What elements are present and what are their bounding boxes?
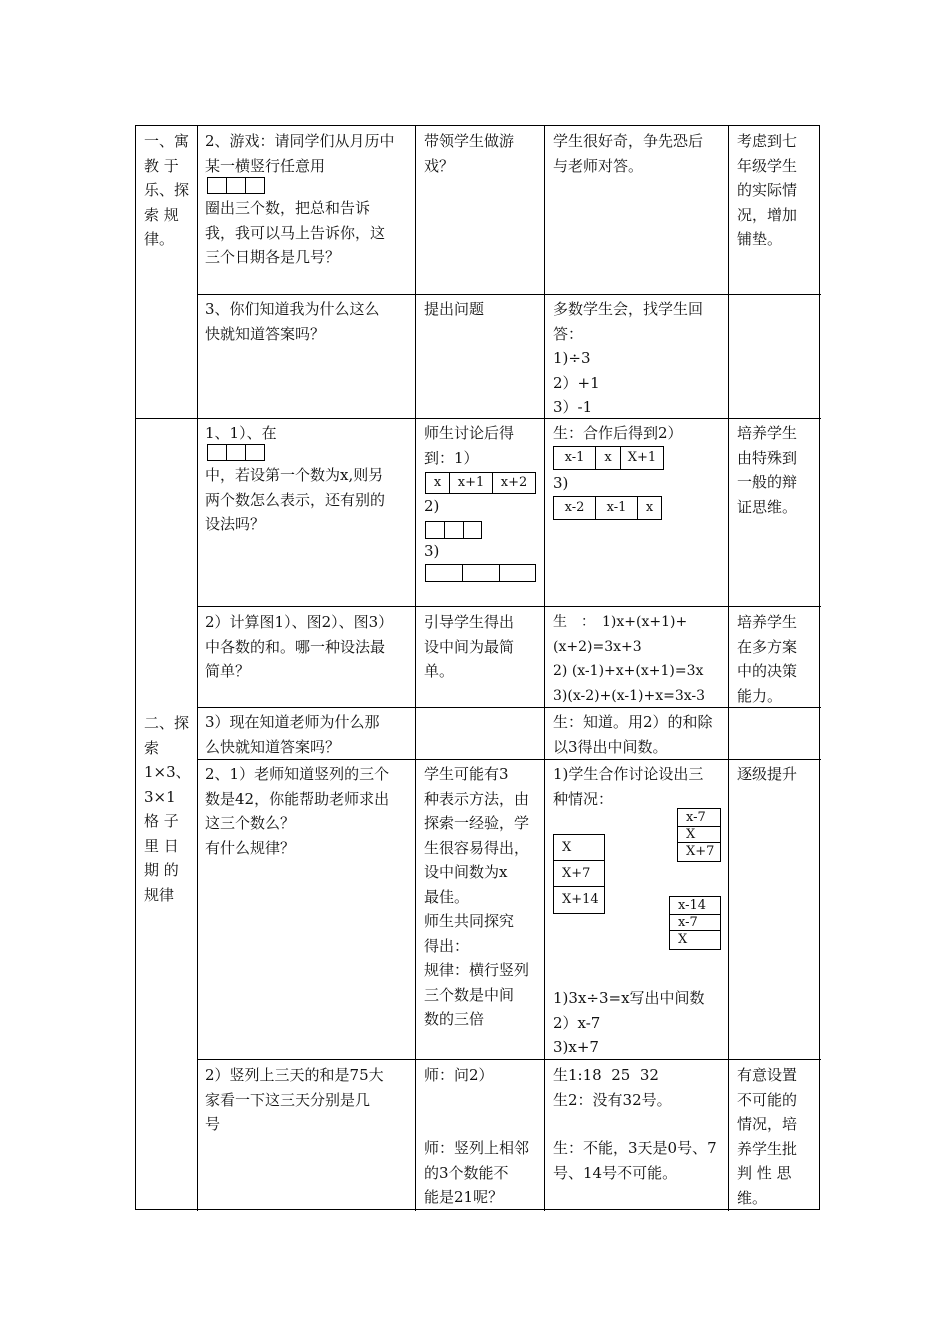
s2r1-teacher-c: 3)	[424, 542, 440, 560]
s1r1-note: 考虑到七 年级学生 的实际情 况，增加 铺垫。	[737, 132, 798, 248]
s2r1-note: 培养学生 由特殊到 一般的辩 证思维。	[737, 424, 798, 516]
s1r1-student: 学生很好奇，争先恐后 与老师对答。	[553, 132, 704, 175]
s2r2-student: 生 ： 1)x+(x+1)+ (x+2)=3x+3 2) (x-1)+x+(x+1)=3x 3)(x-2)+(x-1)+x=3x-3	[553, 614, 706, 704]
section-2-label: 二、探 索 1×3、 3×1 格 子 里 日 期 的 规律	[144, 714, 191, 904]
s2r1-content-b: 中，若设第一个数为x,则另 两个数怎么表示，还有别的 设法吗？	[205, 466, 386, 533]
calendar-box-row	[207, 177, 265, 194]
s2r4-teacher: 学生可能有3 种表示方法，由 探索一经验，学 生很容易得出， 设中间数为x 最佳。 师生共同探究 得出： 规律：横行竖列 三个数是中间 数的三倍	[424, 765, 530, 1028]
s2r1-student-a: 生：合作后得到2）	[553, 424, 683, 442]
teacher-box-row-3	[425, 564, 536, 582]
s2r5-note: 有意设置 不可能的 情况，培 养学生批 判 性 思 维。	[737, 1066, 798, 1207]
box-cell: X+14	[562, 892, 599, 907]
row-divider	[197, 606, 821, 607]
student-box-row-1	[553, 446, 664, 470]
s2r2-note: 培养学生 在多方案 中的决策 能力。	[737, 613, 798, 705]
teacher-box-row-2	[425, 521, 482, 539]
s1r1-teacher: 带领学生做游 戏？	[424, 132, 515, 175]
box-cell: x-7	[678, 809, 720, 827]
row-divider	[197, 294, 821, 295]
box-cell: x	[426, 473, 450, 493]
box-cell: X+7	[554, 861, 604, 887]
s2r4-content: 2、1）老师知道竖列的三个 数是42，你能帮助老师求出 这三个数么？ 有什么规律？	[205, 765, 390, 857]
box-cell: x-2	[554, 497, 596, 519]
column-divider	[544, 126, 545, 1211]
row-divider	[197, 707, 821, 708]
box-cell: x-1	[554, 447, 596, 469]
teacher-box-row-1	[425, 472, 536, 494]
s2r1-teacher-a: 师生讨论后得 到：1）	[424, 424, 515, 467]
box-cell: x	[645, 500, 654, 515]
s2r1-content-a: 1、1）、在	[205, 424, 277, 442]
s2r1-student-b: 3)	[553, 474, 569, 492]
s2r2-teacher: 引导学生得出 设中间为最简 单。	[424, 613, 515, 680]
row-divider	[197, 759, 821, 760]
s1r2-content: 3、你们知道我为什么这么 快就知道答案吗？	[205, 300, 380, 343]
box-cell: X	[554, 835, 604, 861]
row-divider	[197, 1059, 821, 1060]
s2r5-content: 2）竖列上三天的和是75大 家看一下这三天分别是几 号	[205, 1066, 384, 1133]
box-cell: x-7	[670, 915, 720, 931]
column-divider	[415, 126, 416, 1211]
box-column-top	[677, 808, 721, 862]
s2r5-student-a: 生1:18 25 32 生2：没有32号。	[553, 1066, 672, 1109]
student-box-row-2	[553, 496, 662, 520]
lesson-plan-table	[135, 125, 820, 1210]
s2r5-teacher-b: 师：竖列上相邻 的3个数能不 能是21呢？	[424, 1139, 530, 1206]
s2r1-teacher-b: 2)	[424, 497, 440, 515]
column-divider	[197, 126, 198, 1211]
calendar-box-row	[207, 444, 265, 461]
box-cell: x-14	[670, 897, 720, 915]
s1r1-content-b: 圈出三个数，把总和告诉 我，我可以马上告诉你，这 三个日期各是几号？	[205, 199, 386, 266]
box-cell: x-1	[596, 497, 638, 519]
s2r3-student: 生：知道。用2）的和除 以3得出中间数。	[553, 713, 713, 756]
s2r4-note: 逐级提升	[737, 765, 798, 783]
s2r2-content: 2）计算图1）、图2）、图3） 中各数的和。哪一种设法最 简单？	[205, 613, 394, 680]
s1r1-content-a: 2、游戏：请同学们从月历中 某一横竖行任意用	[205, 132, 395, 175]
box-cell: X	[678, 932, 688, 947]
box-cell: x	[596, 447, 621, 469]
box-cell: x+1	[450, 473, 493, 493]
column-divider	[728, 126, 729, 1211]
box-cell: x+2	[500, 475, 528, 490]
s2r4-student-b: 1)3x÷3=x写出中间数 2）x-7 3)x+7	[553, 989, 705, 1056]
s2r5-student-b: 生：不能，3天是0号、7 号、14号不可能。	[553, 1139, 717, 1182]
box-cell: X+1	[627, 450, 657, 465]
box-cell: X+7	[686, 844, 715, 859]
box-cell: X	[678, 827, 720, 843]
s1r2-student: 多数学生会，找学生回 答： 1)÷3 2）+1 3）-1	[553, 300, 704, 416]
s2r5-teacher-a: 师：问2）	[424, 1066, 494, 1084]
s1r2-teacher: 提出问题	[424, 300, 485, 318]
box-column-left	[553, 834, 605, 914]
s2r4-student-a: 1)学生合作讨论设出三 种情况：	[553, 765, 704, 808]
s2r3-content: 3）现在知道老师为什么那 么快就知道答案吗？	[205, 713, 380, 756]
section-1-label: 一、寓 教 于 乐、探 索 规 律。	[144, 132, 190, 248]
box-column-bottom	[669, 896, 721, 950]
